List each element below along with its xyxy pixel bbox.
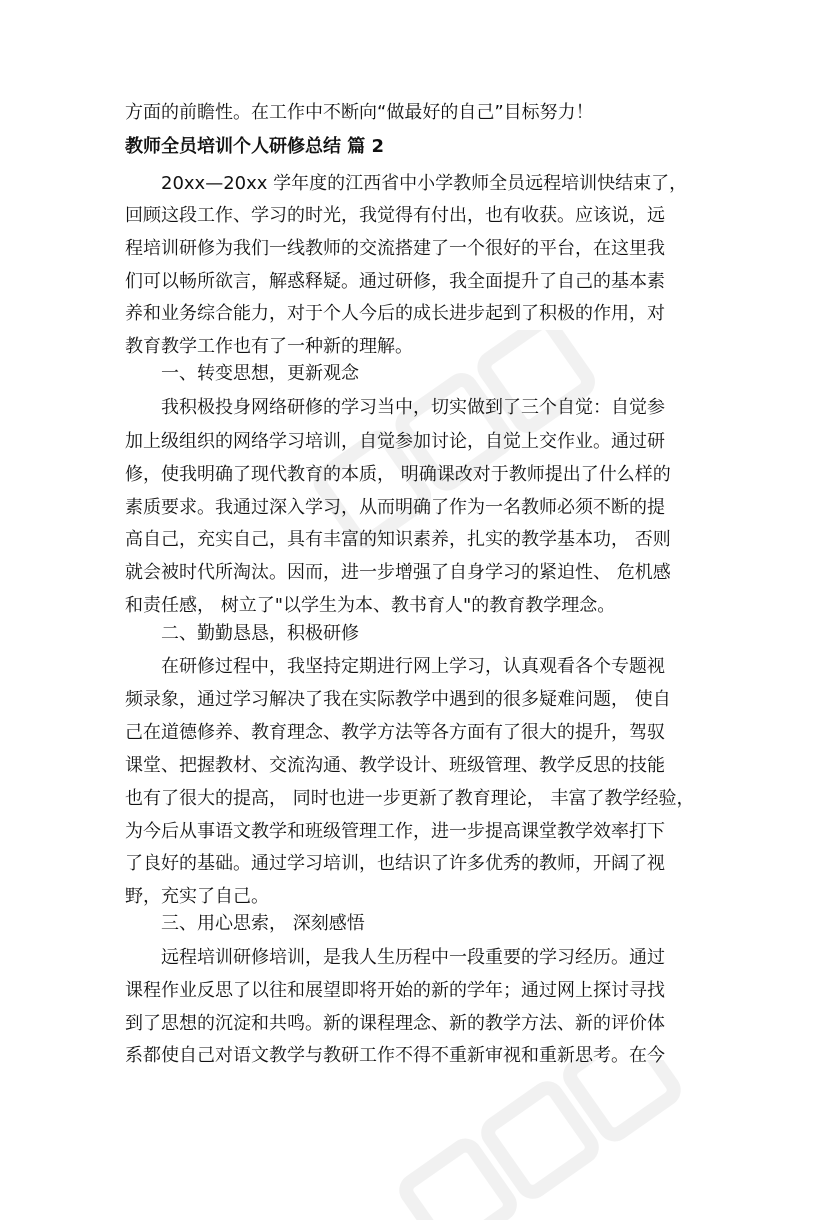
paragraph-line: 方面的前瞻性。在工作中不断向“做最好的自己”目标努力！ [125,102,594,123]
paragraph-line: 我积极投身网络研修的学习当中，切实做到了三个自觉：自觉参 [161,397,665,418]
paragraph-line: 了良好的基础。通过学习培训，也结识了许多优秀的教师，开阔了视 [125,853,665,874]
paragraph-line: 远程培训研修培训，是我人生历程中一段重要的学习经历。通过 [161,947,665,968]
paragraph-line: 教育教学工作也有了一种新的理解。 [125,336,413,357]
section-title: 教师全员培训个人研修总结 篇 2 [125,136,385,157]
paragraph-line: 也有了很大的提高， 同时也进一步更新了教育理论， 丰富了教学经验， [125,788,695,809]
paragraph-line: 系都使自己对语文教学与教研工作不得不重新审视和重新思考。在今 [125,1045,665,1066]
subheading: 三、用心思索， 深刻感悟 [161,913,365,934]
paragraph-line: 素质要求。我通过深入学习，从而明确了作为一名教师必须不断的提 [125,497,665,518]
paragraph-line: 到了思想的沉淀和共鸣。新的课程理念、新的教学方法、新的评价体 [125,1013,665,1034]
paragraph-line: 野，充实了自己。 [125,886,269,907]
paragraph-line: 程培训研修为我们一线教师的交流搭建了一个很好的平台，在这里我 [125,238,665,259]
paragraph-line: 养和业务综合能力，对于个人今后的成长进步起到了积极的作用，对 [125,303,665,324]
paragraph-line: 回顾这段工作、学习的时光，我觉得有付出，也有收获。应该说，远 [125,205,665,226]
paragraph-line: 为今后从事语文教学和班级管理工作，进一步提高课堂教学效率打下 [125,821,665,842]
paragraph-line: 20xx—20xx 学年度的江西省中小学教师全员远程培训快结束了， [161,173,688,194]
paragraph-line: 就会被时代所淘汰。因而，进一步增强了自身学习的紧迫性、 危机感 [125,562,671,583]
paragraph-line: 高自己，充实自己，具有丰富的知识素养，扎实的教学基本功， 否则 [125,529,671,550]
paragraph-line: 加上级组织的网络学习培训，自觉参加讨论，自觉上交作业。通过研 [125,431,665,452]
paragraph-line: 频录象，通过学习解决了我在实际教学中遇到的很多疑难问题， 使自 [125,689,671,710]
paragraph-line: 们可以畅所欲言，解惑释疑。通过研修，我全面提升了自己的基本素 [125,271,665,292]
watermark-logo-bottom-icon [380,1060,700,1220]
paragraph-line: 和责任感， 树立了"以学生为本、教书育人"的教育教学理念。 [125,595,616,616]
subheading: 二、勤勤恳恳，积极研修 [161,623,359,644]
paragraph-line: 课程作业反思了以往和展望即将开始的新的学年；通过网上探讨寻找 [125,980,665,1001]
paragraph-line: 在研修过程中，我坚持定期进行网上学习，认真观看各个专题视 [161,656,665,677]
subheading: 一、转变思想，更新观念 [161,363,359,384]
paragraph-line: 课堂、把握教材、交流沟通、教学设计、班级管理、教学反思的技能 [125,755,665,776]
paragraph-line: 修，使我明确了现代教育的本质， 明确课改对于教师提出了什么样的 [125,464,671,485]
paragraph-line: 己在道德修养、教育理念、教学方法等各方面有了很大的提升，驾驭 [125,722,665,743]
